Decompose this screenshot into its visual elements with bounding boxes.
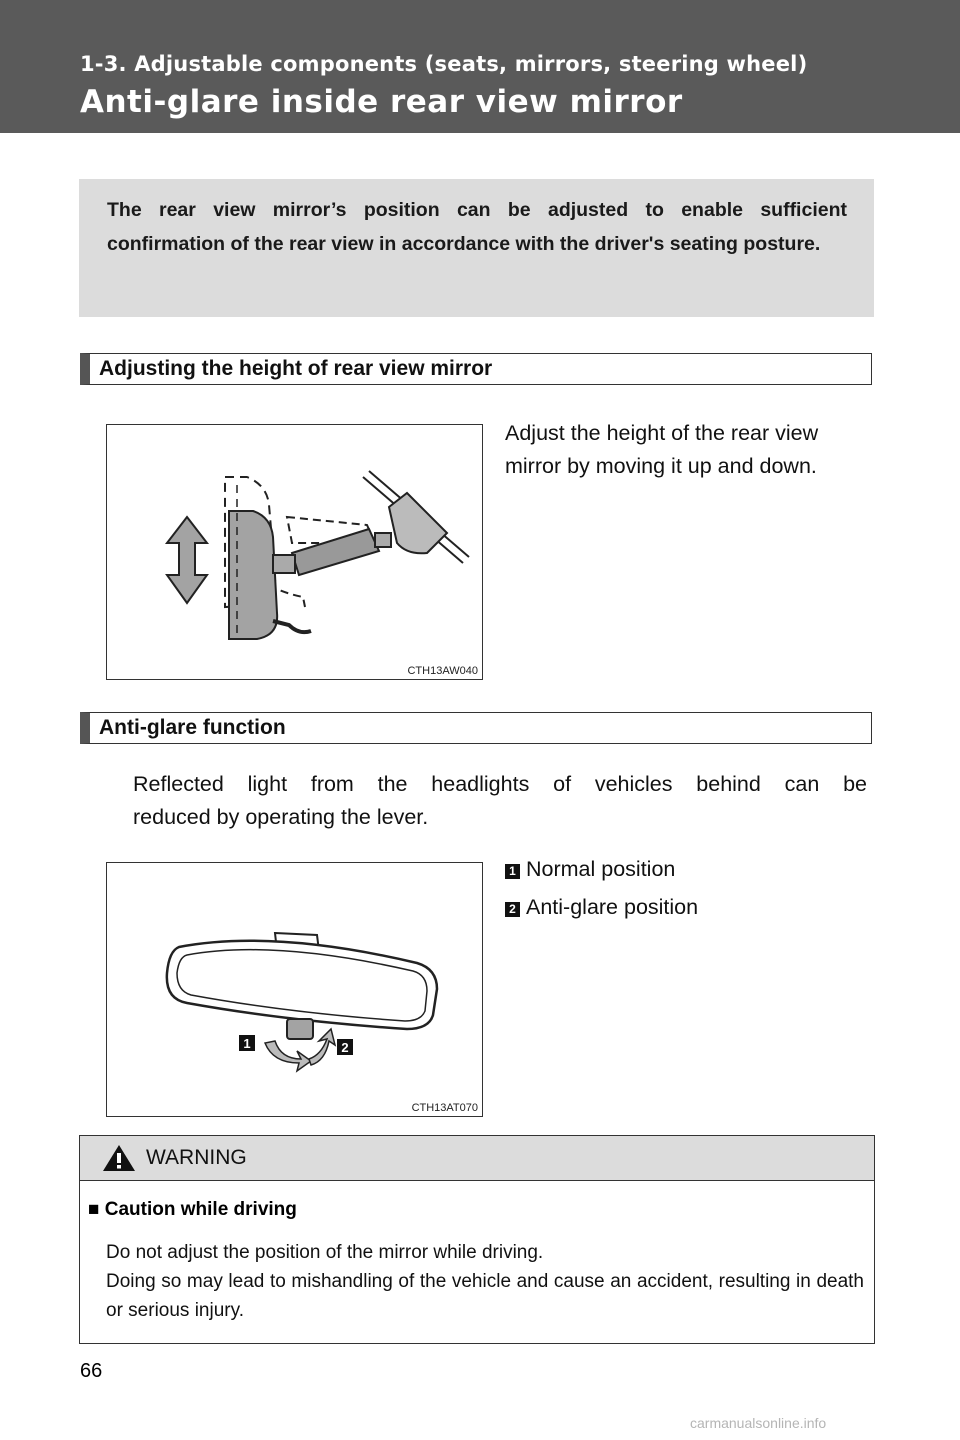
intro-text: The rear view mirror’s position can be adjusted to enable sufficient confirmation of the rear view in accordance with the driver's seating posture. — [107, 199, 847, 255]
legend-anti-glare-position — [505, 895, 698, 920]
page-number: 66 — [80, 1360, 103, 1382]
warning-subheading: ■ Caution while driving — [88, 1199, 297, 1220]
callout-1: 1 — [243, 1036, 251, 1051]
warning-line1: Do not adjust the position of the mirror while driving. — [106, 1242, 544, 1263]
callout-2: 2 — [341, 1040, 349, 1055]
warning-triangle-icon — [102, 1144, 136, 1172]
watermark: carmanualsonline.info — [690, 1415, 827, 1431]
intro-box — [79, 179, 874, 317]
page-title: Anti-glare inside rear view mirror — [80, 84, 683, 120]
anti-glare-text-line2: reduced by operating the lever. — [133, 805, 429, 829]
figure-code: CTH13AT070 — [411, 1102, 478, 1114]
heading-anti-glare: Anti-glare function — [80, 712, 872, 744]
adjust-text-line1: Adjust the height of the rear view — [505, 421, 819, 445]
figure-mirror-height — [106, 424, 483, 680]
warning-box — [79, 1135, 875, 1344]
warning-label: WARNING — [146, 1146, 247, 1169]
legend-normal-position — [505, 857, 675, 882]
page-header — [0, 0, 960, 133]
section-label: 1-3. Adjustable components (seats, mirrors, steering wheel) — [80, 52, 808, 76]
mirror-height-illustration — [107, 425, 482, 679]
number-badge-1: 1 — [505, 864, 520, 879]
figure-code: CTH13AW040 — [407, 665, 478, 677]
warning-body — [106, 1238, 864, 1325]
heading-adjust-height: Adjusting the height of rear view mirror — [80, 353, 872, 385]
figure-mirror-lever — [106, 862, 483, 1117]
legend-label: Anti-glare position — [526, 895, 699, 919]
warning-header — [80, 1136, 874, 1181]
mirror-lever-illustration — [107, 863, 482, 1116]
legend-label: Normal position — [526, 857, 676, 881]
adjust-text-line2: mirror by moving it up and down. — [505, 454, 817, 478]
anti-glare-text-line1: Reflected light from the headlights of vehicles behind can be — [133, 772, 867, 796]
number-badge-2: 2 — [505, 902, 520, 917]
warning-line2: Doing so may lead to mishandling of the vehicle and cause an accident, resulting in death or serious injury. — [106, 1271, 864, 1321]
